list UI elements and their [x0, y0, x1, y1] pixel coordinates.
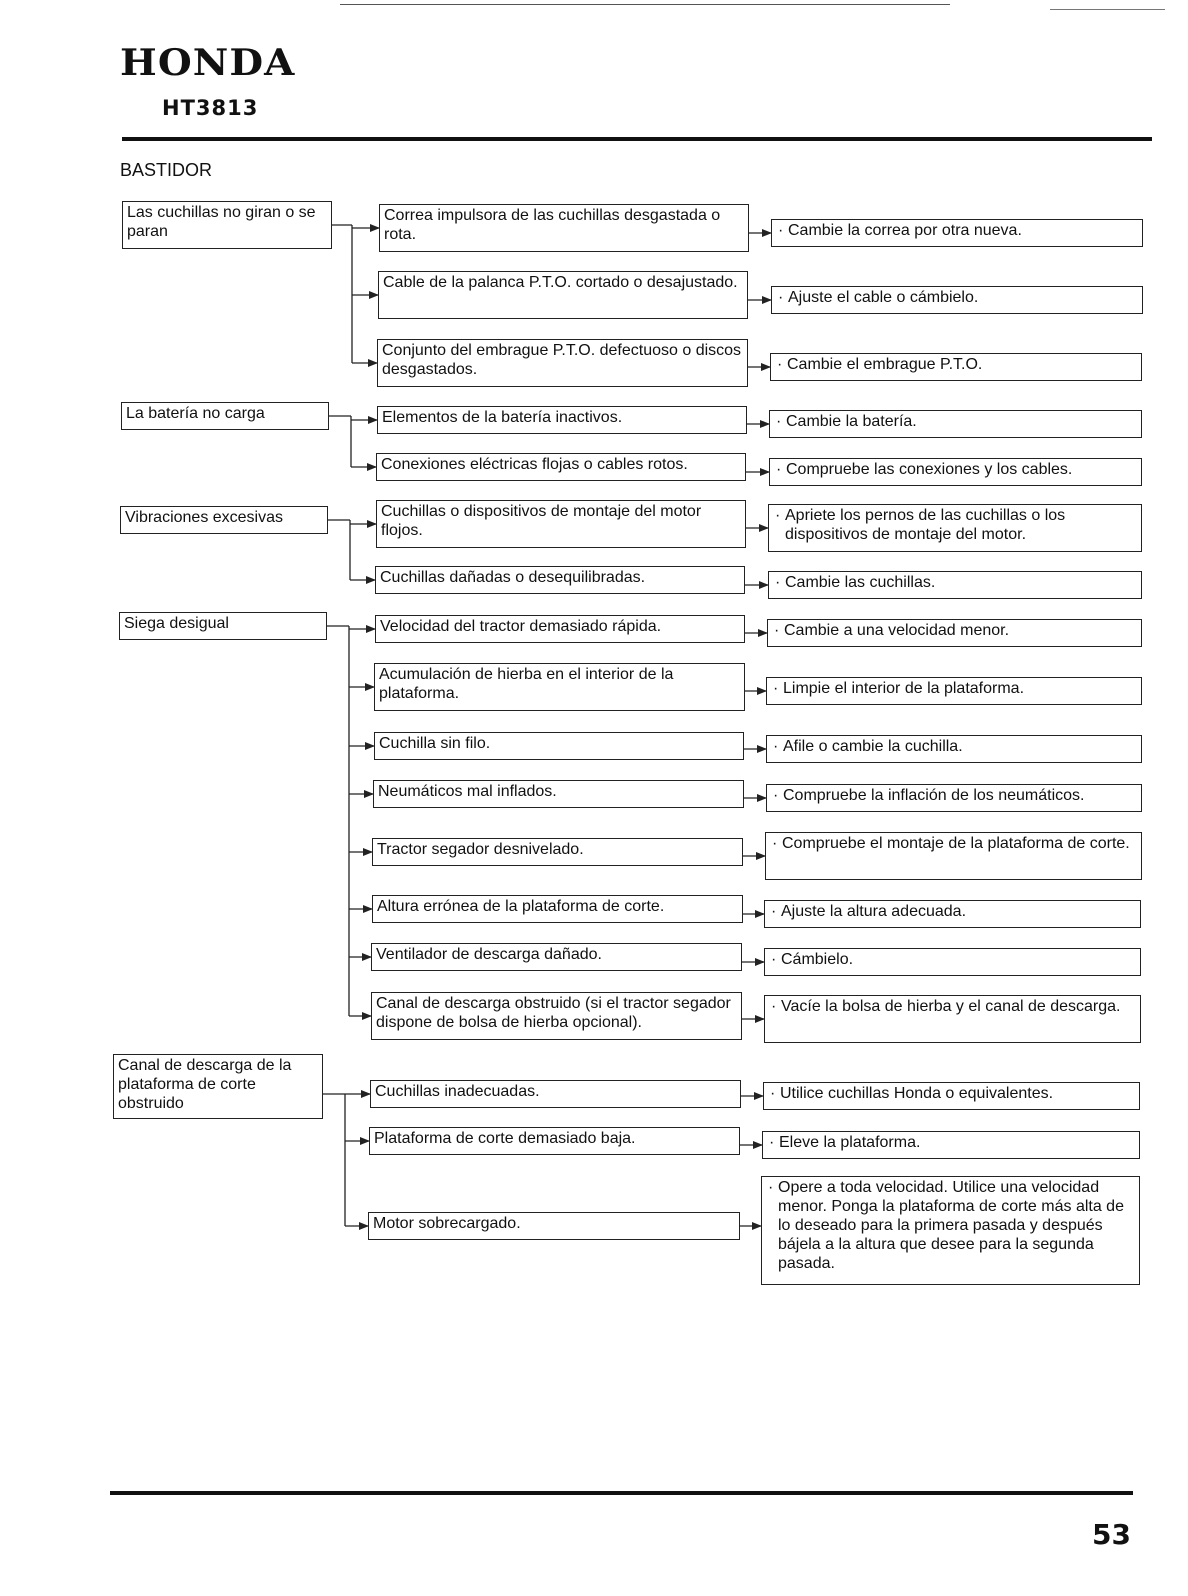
cause-box: Cuchillas o dispositivos de montaje del motor flojos.	[376, 500, 746, 548]
cause-box: Motor sobrecargado.	[368, 1212, 740, 1240]
remedy-box: · Afile o cambie la cuchilla.	[766, 735, 1142, 763]
problem-box: Vibraciones excesivas	[120, 506, 328, 534]
cause-box: Cuchilla sin filo.	[374, 732, 744, 760]
brand-logo: HONDA	[120, 42, 296, 84]
cause-box: Tractor segador desnivelado.	[372, 838, 743, 866]
remedy-box: · Compruebe la inflación de los neumáticos.	[766, 784, 1142, 812]
cause-box: Canal de descarga obstruido (si el tractor segador dispone de bolsa de hierba opcional).	[371, 992, 742, 1040]
cause-box: Plataforma de corte demasiado baja.	[369, 1127, 740, 1155]
remedy-box: · Cambie la batería.	[769, 410, 1142, 438]
remedy-box: · Cambie las cuchillas.	[768, 571, 1142, 599]
page-number: 53	[1092, 1518, 1131, 1551]
remedy-box: · Vacíe la bolsa de hierba y el canal de descarga.	[764, 995, 1141, 1043]
remedy-box: · Utilice cuchillas Honda o equivalentes.	[763, 1082, 1140, 1110]
remedy-box: · Opere a toda velocidad. Utilice una velocidad menor. Ponga la plataforma de corte más alta de lo deseado para la primera pasada y después bájela a la altura que desee para la segunda pasada.	[761, 1176, 1140, 1285]
remedy-box: · Cámbielo.	[764, 948, 1141, 976]
remedy-box: · Cambie el embrague P.T.O.	[770, 353, 1142, 381]
remedy-box: · Compruebe las conexiones y los cables.	[769, 458, 1142, 486]
cause-box: Correa impulsora de las cuchillas desgastada o rota.	[379, 204, 749, 252]
footer-rule	[110, 1491, 1133, 1495]
cause-box: Ventilador de descarga dañado.	[371, 943, 742, 971]
remedy-box: · Ajuste el cable o cámbielo.	[771, 286, 1143, 314]
remedy-box: · Cambie la correa por otra nueva.	[771, 219, 1143, 247]
problem-box: Las cuchillas no giran o se paran	[122, 201, 332, 249]
cause-box: Neumáticos mal inflados.	[373, 780, 744, 808]
problem-box: Canal de descarga de la plataforma de corte obstruido	[113, 1054, 323, 1119]
cause-box: Conexiones eléctricas flojas o cables rotos.	[376, 453, 746, 481]
cause-box: Cuchillas dañadas o desequilibradas.	[375, 566, 745, 594]
remedy-box: · Apriete los pernos de las cuchillas o los dispositivos de montaje del motor.	[768, 504, 1142, 552]
remedy-box: · Cambie a una velocidad menor.	[767, 619, 1142, 647]
problem-box: La batería no carga	[121, 402, 329, 430]
remedy-box: · Ajuste la altura adecuada.	[764, 900, 1141, 928]
cause-box: Altura errónea de la plataforma de corte.	[372, 895, 743, 923]
cause-box: Cable de la palanca P.T.O. cortado o desajustado.	[378, 271, 748, 319]
cause-box: Conjunto del embrague P.T.O. defectuoso o discos desgastados.	[377, 339, 748, 387]
cause-box: Cuchillas inadecuadas.	[370, 1080, 741, 1108]
cause-box: Velocidad del tractor demasiado rápida.	[375, 615, 745, 643]
section-title: BASTIDOR	[120, 160, 213, 180]
remedy-box: · Eleve la plataforma.	[762, 1131, 1140, 1159]
cause-box: Acumulación de hierba en el interior de la plataforma.	[374, 663, 745, 711]
cause-box: Elementos de la batería inactivos.	[377, 406, 747, 434]
remedy-box: · Compruebe el montaje de la plataforma de corte.	[765, 832, 1142, 880]
model-name: HT3813	[162, 96, 259, 120]
remedy-box: · Limpie el interior de la plataforma.	[766, 677, 1142, 705]
problem-box: Siega desigual	[119, 612, 327, 640]
